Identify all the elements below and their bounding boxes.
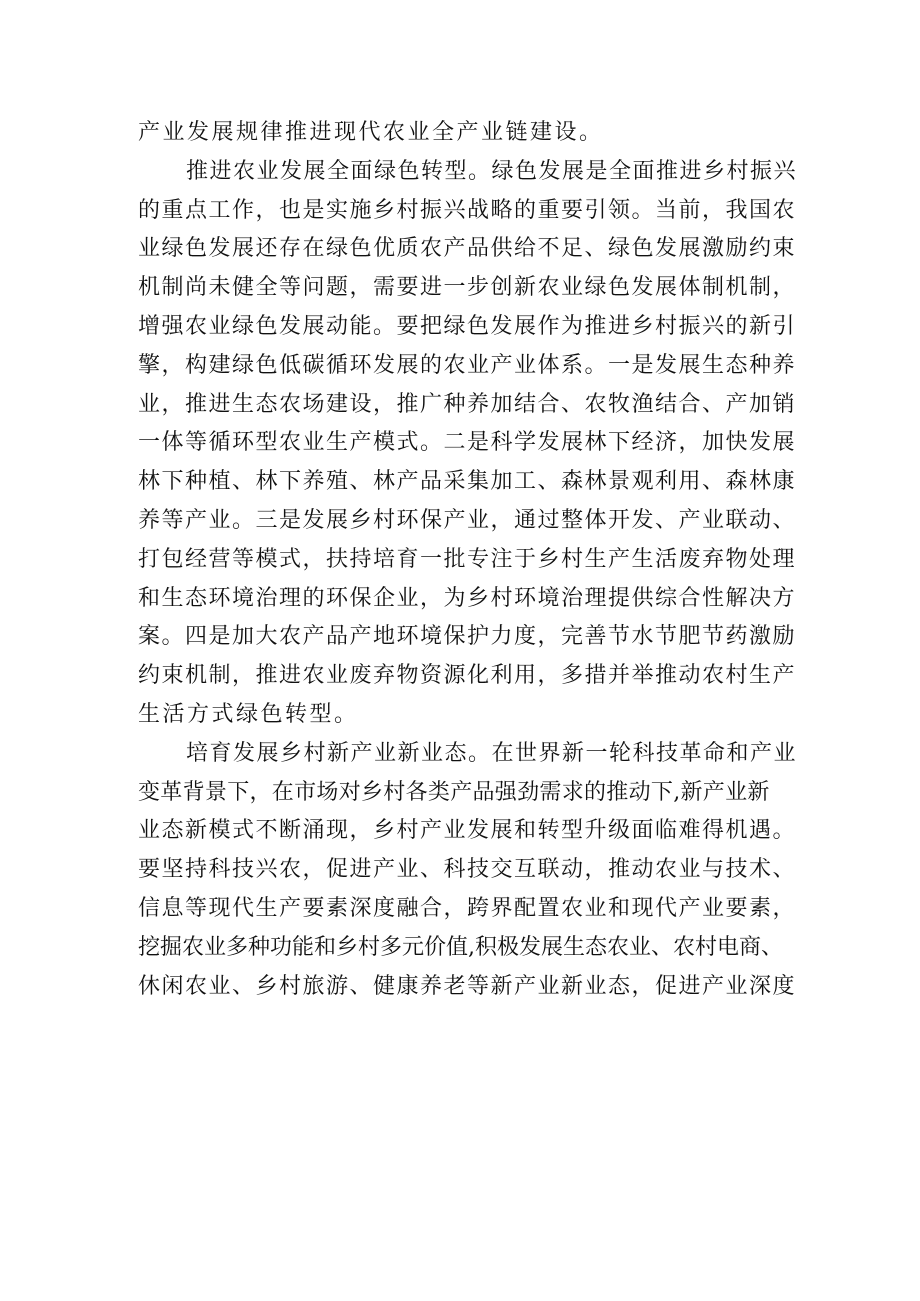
paragraph-line: 挖掘农业多种功能和乡村多元价值,积极发展生态农业、农村电商、 xyxy=(138,934,783,960)
body-text xyxy=(138,114,798,1006)
paragraph-line: 要坚持科技兴农，促进产业、科技交互联动，推动农业与技术、 xyxy=(138,857,797,883)
paragraph-line: 养等产业。三是发展乡村环保产业，通过整体开发、产业联动、 xyxy=(138,507,797,533)
paragraph-line: 和生态环境治理的环保企业，为乡村环境治理提供综合性解决方 xyxy=(138,585,797,611)
paragraph-line: 休闲农业、乡村旅游、健康养老等新产业新业态，促进产业深度 xyxy=(138,973,797,999)
paragraph-line: 变革背景下，在市场对乡村各类产品强劲需求的推动下,新产业新 xyxy=(138,779,770,805)
paragraph-line: 培育发展乡村新产业新业态。在世界新一轮科技革命和产业 xyxy=(186,740,798,766)
paragraph-line: 打包经营等模式，扶持培育一批专注于乡村生产生活废弃物处理 xyxy=(138,546,797,572)
paragraph-line: 业绿色发展还存在绿色优质农产品供给不足、绿色发展激励约束 xyxy=(138,236,797,262)
paragraph-line: 产业发展规律推进现代农业全产业链建设。 xyxy=(138,120,604,145)
paragraph-line: 信息等现代生产要素深度融合，跨界配置农业和现代产业要素， xyxy=(138,895,797,921)
paragraph-line: 生活方式绿色转型。 xyxy=(138,701,359,727)
paragraph-line: 机制尚未健全等问题，需要进一步创新农业绿色发展体制机制， xyxy=(138,275,797,301)
paragraph-line: 约束机制，推进农业废弃物资源化利用，多措并举推动农村生产 xyxy=(138,663,797,689)
paragraph-line: 擎，构建绿色低碳循环发展的农业产业体系。一是发展生态种养 xyxy=(138,352,797,378)
paragraph-line: 业，推进生态农场建设，推广种养加结合、农牧渔结合、产加销 xyxy=(138,391,797,417)
paragraph-line: 增强农业绿色发展动能。要把绿色发展作为推进乡村振兴的新引 xyxy=(138,313,797,339)
paragraph-line: 的重点工作，也是实施乡村振兴战略的重要引领。当前，我国农 xyxy=(138,197,797,223)
paragraph-line: 林下种植、林下养殖、林产品采集加工、森林景观利用、森林康 xyxy=(138,469,797,495)
paragraph-line: 推进农业发展全面绿色转型。绿色发展是全面推进乡村振兴 xyxy=(186,158,798,184)
paragraph-line: 业态新模式不断涌现，乡村产业发展和转型升级面临难得机遇。 xyxy=(138,818,797,844)
paragraph-line: 案。四是加大农产品产地环境保护力度，完善节水节肥节药激励 xyxy=(138,624,797,650)
paragraph-line: 一体等循环型农业生产模式。二是科学发展林下经济，加快发展 xyxy=(138,430,797,456)
